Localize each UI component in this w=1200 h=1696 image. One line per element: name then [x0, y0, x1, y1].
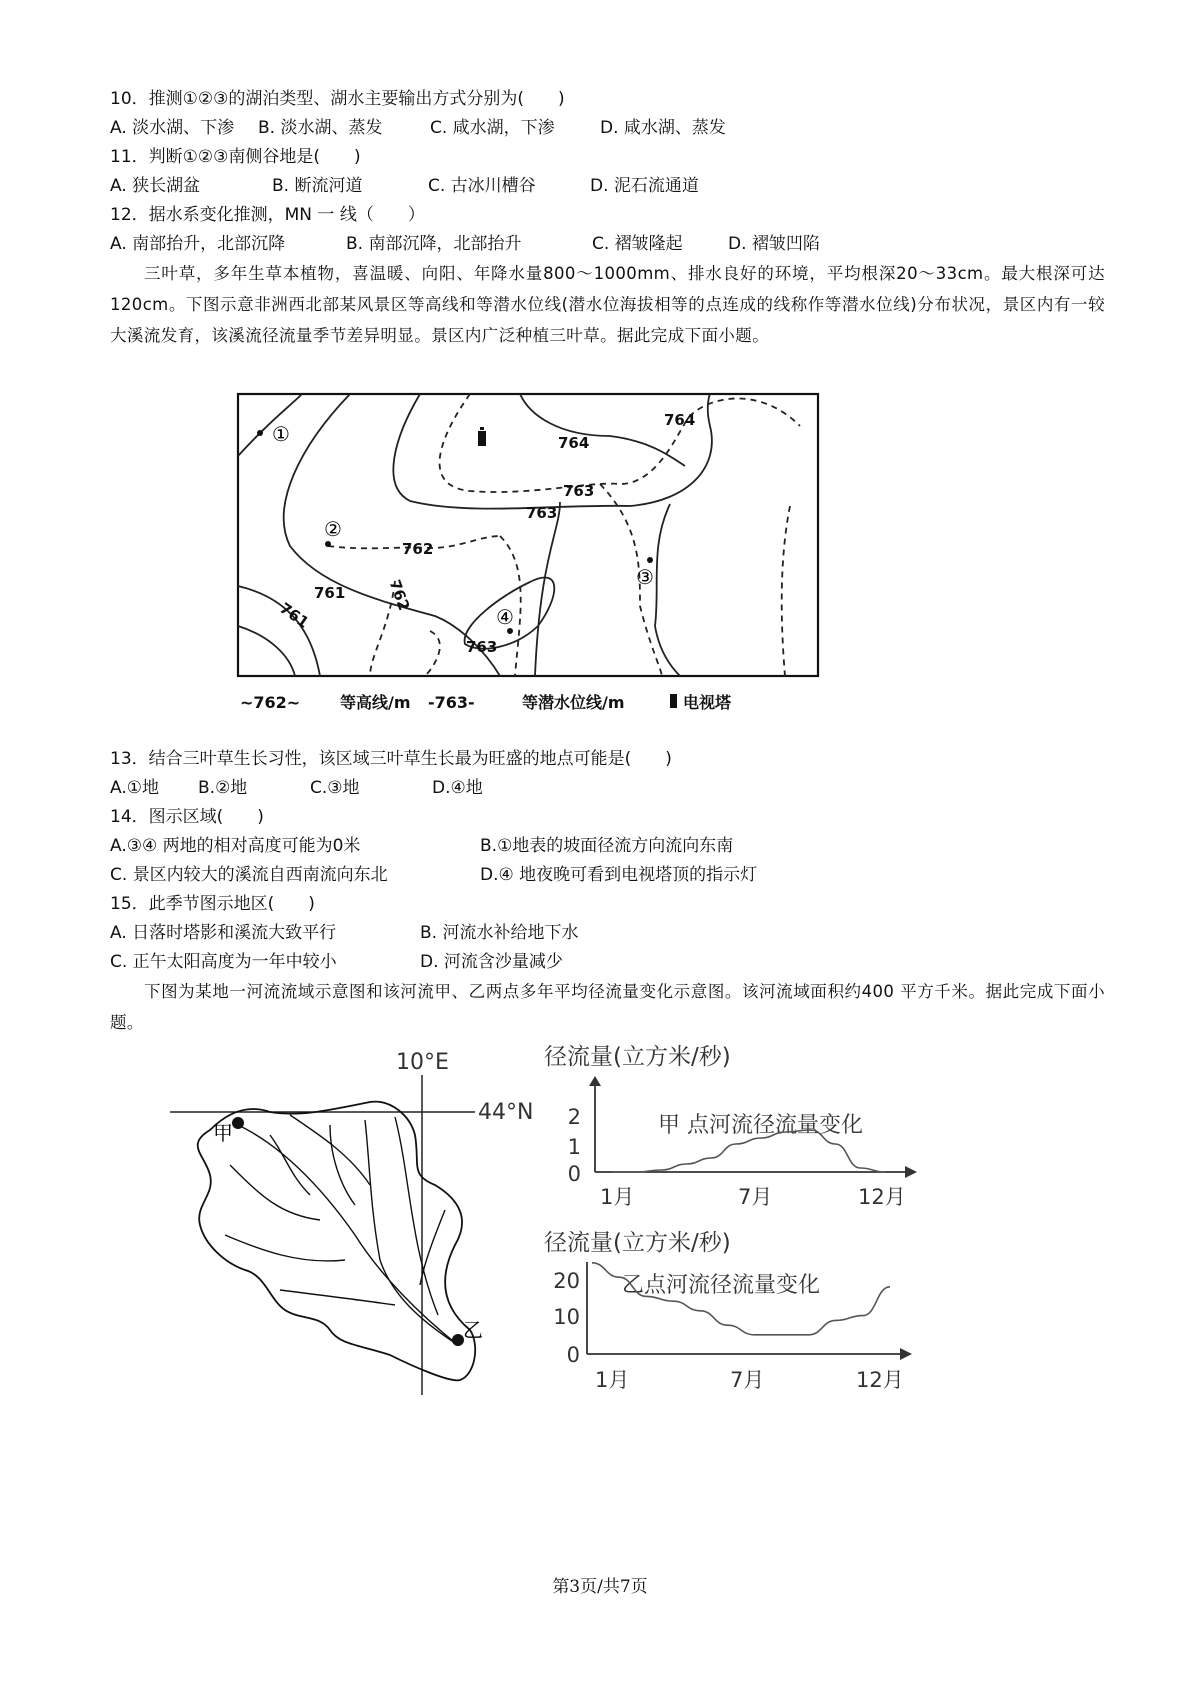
legend-water-text: 等潜水位线/m	[522, 693, 625, 712]
q14-option-b: B.①地表的坡面径流方向流向东南	[480, 836, 734, 856]
river-basin-map	[170, 1045, 570, 1395]
q13-option-a: A.①地	[110, 778, 159, 798]
parallel-label: 44°N	[478, 1100, 534, 1125]
q10-option-b: B. 淡水湖、蒸发	[258, 118, 383, 138]
legend-tower-icon	[670, 694, 677, 708]
legend-water-sample: -763-	[428, 693, 475, 712]
runoff-chart-a	[540, 1036, 930, 1211]
question-11-stem: 11．判断①②③南侧谷地是( )	[110, 147, 361, 167]
point-3-dot	[647, 557, 653, 563]
q11-option-a: A. 狭长湖盆	[110, 176, 201, 196]
question-10-stem: 10．推测①②③的湖泊类型、湖水主要输出方式分别为( )	[110, 89, 565, 109]
point-2-dot	[325, 541, 331, 547]
q10-option-c: C. 咸水湖，下渗	[430, 118, 555, 138]
chart-a-title: 甲 点河流径流量变化	[658, 1113, 863, 1138]
q13-option-d: D.④地	[432, 778, 483, 798]
q11-option-d: D. 泥石流通道	[590, 176, 699, 196]
point-2-label: ②	[324, 517, 342, 541]
water-label-761: 761	[314, 584, 346, 602]
chart-a-y-arrow	[589, 1076, 601, 1086]
chart-b-xtick-jan: 1月	[595, 1368, 630, 1392]
runoff-chart-b	[540, 1222, 930, 1402]
point-a-marker	[232, 1117, 244, 1129]
q13-option-c: C.③地	[310, 778, 360, 798]
q10-option-d: D. 咸水湖、蒸发	[600, 118, 726, 138]
question-12-stem: 12．据水系变化推测，MN 一 线（ ）	[110, 205, 425, 225]
q14-option-a: A.③④ 两地的相对高度可能为0米	[110, 836, 361, 856]
question-15-stem: 15．此季节图示地区( )	[110, 894, 315, 914]
legend-contour-text: 等高线/m	[340, 693, 411, 712]
point-1-dot	[257, 430, 263, 436]
q15-option-d: D. 河流含沙量减少	[420, 952, 563, 972]
chart-a-x-arrow	[905, 1166, 917, 1178]
question-13-stem: 13．结合三叶草生长习性，该区域三叶草生长最为旺盛的地点可能是( )	[110, 749, 672, 769]
contour-label-762: 762	[385, 577, 414, 613]
page-footer: 第3页/共7页	[552, 1577, 648, 1597]
meridian-label: 10°E	[396, 1050, 449, 1075]
legend-tower-text: 电视塔	[683, 693, 732, 712]
q11-option-c: C. 古冰川槽谷	[428, 176, 536, 196]
river-network	[225, 1115, 458, 1345]
chart-b-ytick-0: 0	[566, 1343, 580, 1367]
q14-option-c: C. 景区内较大的溪流自西南流向东北	[110, 865, 388, 885]
water-label-763: 763	[563, 482, 595, 500]
chart-a-ylabel: 径流量(立方米/秒)	[544, 1044, 731, 1070]
chart-b-ylabel: 径流量(立方米/秒)	[544, 1230, 731, 1256]
chart-a-xtick-jul: 7月	[738, 1185, 773, 1209]
contour-map-figure	[230, 386, 830, 720]
q12-option-c: C. 褶皱隆起	[592, 234, 683, 254]
chart-a-xtick-jan: 1月	[600, 1185, 635, 1209]
map-legend	[240, 693, 732, 712]
chart-b-xtick-dec: 12月	[856, 1368, 904, 1392]
contour-label-763-a: 763	[526, 504, 558, 522]
q12-option-b: B. 南部沉降，北部抬升	[346, 234, 522, 254]
chart-a-ytick-2: 2	[567, 1105, 581, 1129]
chart-b-x-arrow	[900, 1348, 912, 1360]
contour-label-764: 764	[558, 434, 590, 452]
contour-lines	[238, 394, 712, 676]
chart-a-ytick-0: 0	[567, 1162, 581, 1186]
point-a-label: 甲	[213, 1121, 233, 1145]
q10-option-a: A. 淡水湖、下渗	[110, 118, 235, 138]
legend-contour-sample: ~762~	[240, 693, 301, 712]
question-14-stem: 14．图示区域( )	[110, 807, 264, 827]
water-label-764: 764	[664, 411, 696, 429]
chart-b-title: 乙点河流径流量变化	[622, 1273, 821, 1298]
chart-b-ytick-10: 10	[553, 1305, 580, 1329]
q15-option-c: C. 正午太阳高度为一年中较小	[110, 952, 337, 972]
chart-a-ytick-1: 1	[567, 1135, 581, 1159]
point-4-label: ④	[496, 605, 514, 629]
q15-option-b: B. 河流水补给地下水	[420, 923, 579, 943]
q11-option-b: B. 断流河道	[272, 176, 363, 196]
q12-option-a: A. 南部抬升，北部沉降	[110, 234, 286, 254]
chart-b-ytick-20: 20	[553, 1269, 580, 1293]
tv-tower-icon	[478, 427, 486, 446]
q14-option-d: D.④ 地夜晚可看到电视塔顶的指示灯	[480, 865, 758, 885]
q15-option-a: A. 日落时塔影和溪流大致平行	[110, 923, 337, 943]
q13-option-b: B.②地	[198, 778, 248, 798]
passage-clover: 三叶草，多年生草本植物，喜温暖、向阳、年降水量800～1000mm、排水良好的环境，平均根深20～33cm。最大根深可达120cm。下图示意非洲西北部某风景区等高线和等潜水位线(潜水位海拔相等的点连成的线称作等潜水位线)分布状况，景区内有一较大溪流发育，该溪流径流量季节差异明显。景区内广泛种植三叶草。据此完成下面小题。	[110, 264, 1105, 345]
contour-label-763-b: 763	[466, 638, 498, 656]
contour-label-761: 761	[276, 599, 313, 632]
q12-option-d: D. 褶皱凹陷	[728, 234, 820, 254]
chart-b-xtick-jul: 7月	[730, 1368, 765, 1392]
point-b-label: 乙	[463, 1318, 483, 1342]
passage-river-basin: 下图为某地一河流流域示意图和该河流甲、乙两点多年平均径流量变化示意图。该河流域面积约400 平方千米。据此完成下面小题。	[110, 982, 1105, 1032]
point-3-label: ③	[636, 565, 654, 589]
chart-a-xtick-dec: 12月	[858, 1185, 906, 1209]
water-label-762: 762	[402, 540, 434, 558]
point-1-label: ①	[272, 422, 290, 446]
